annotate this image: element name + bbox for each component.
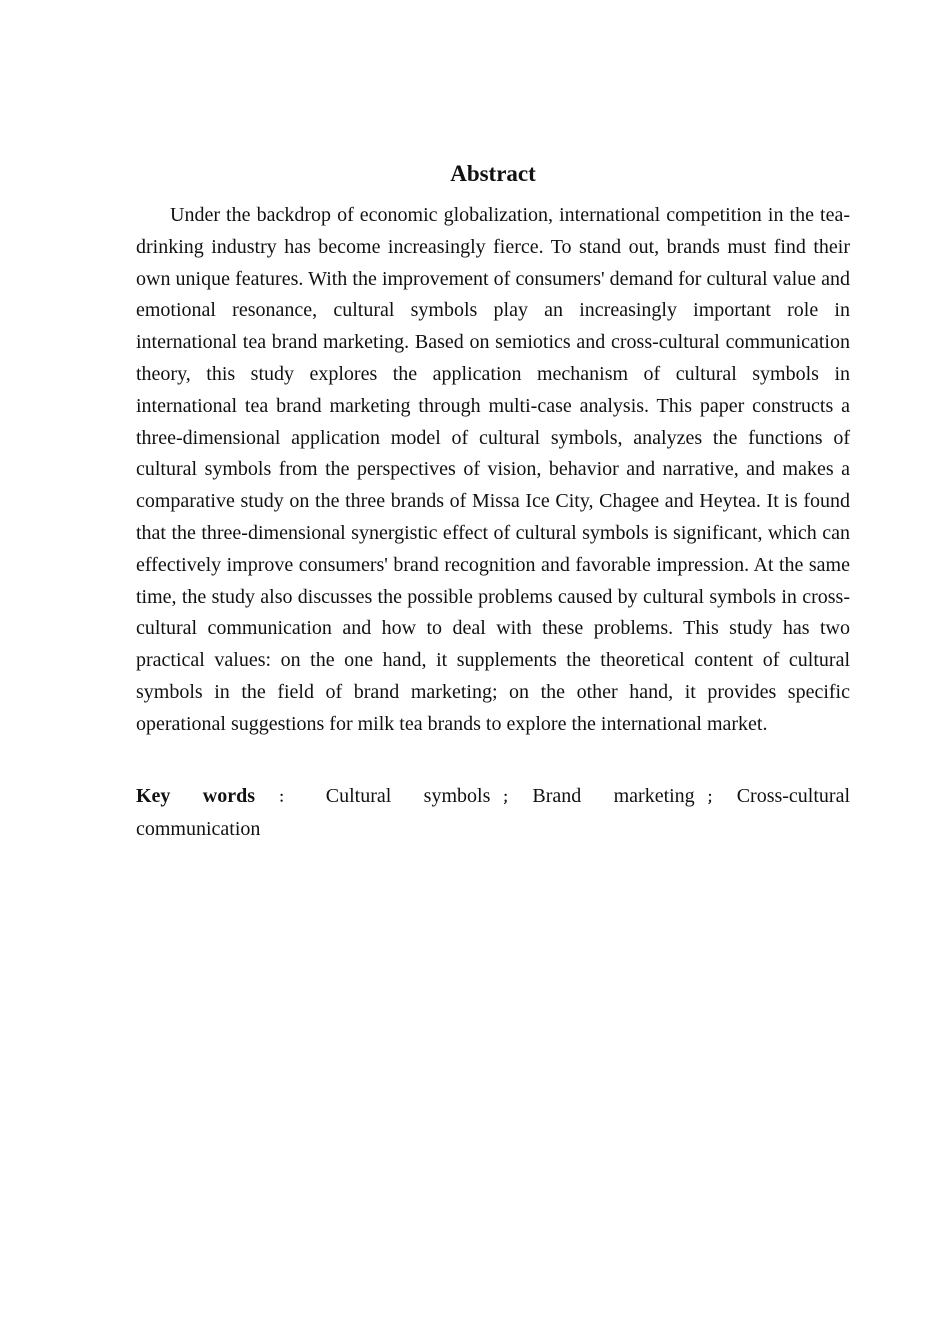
- keywords-label: Key words: [136, 784, 256, 807]
- keywords-line: [136, 781, 850, 845]
- keyword-separator: ；: [502, 790, 517, 806]
- abstract-title: Abstract: [450, 161, 536, 186]
- abstract-body: Under the backdrop of economic globalization, international competition in the tea-drinking industry has become increasingly fierce. To stand out, brands must find their own unique features. With the improvement of consumers' demand for cultural value and emotional resonance, cultural symbols play an increasingly important role in international tea brand marketing. Based on semiotics and cross-cultural communication theory, this study explores the application mechanism of cultural symbols in international tea brand marketing through multi-case analysis. This paper constructs a three-dimensional application model of cultural symbols, analyzes the functions of cultural symbols from the perspectives of vision, behavior and narrative, and makes a comparative study on the three brands of Missa Ice City, Chagee and Heytea. It is found that the three-dimensional synergistic effect of cultural symbols is significant, which can effectively improve consumers' brand recognition and favorable impression. At the same time, the study also discusses the possible problems caused by cultural symbols in cross-cultural communication and how to deal with these problems. This study has two practical values: on the one hand, it supplements the theoretical content of cultural symbols in the field of brand marketing; on the other hand, it provides specific operational suggestions for milk tea brands to explore the international market.: [136, 204, 850, 735]
- keywords-label-colon: ：: [265, 790, 306, 806]
- keyword-separator: ；: [706, 790, 721, 806]
- keyword-item: Brand marketing: [532, 784, 695, 807]
- abstract-page: [136, 156, 850, 845]
- keyword-item: Cross-cultural communication: [136, 784, 850, 840]
- keyword-item: Cultural symbols: [325, 784, 491, 807]
